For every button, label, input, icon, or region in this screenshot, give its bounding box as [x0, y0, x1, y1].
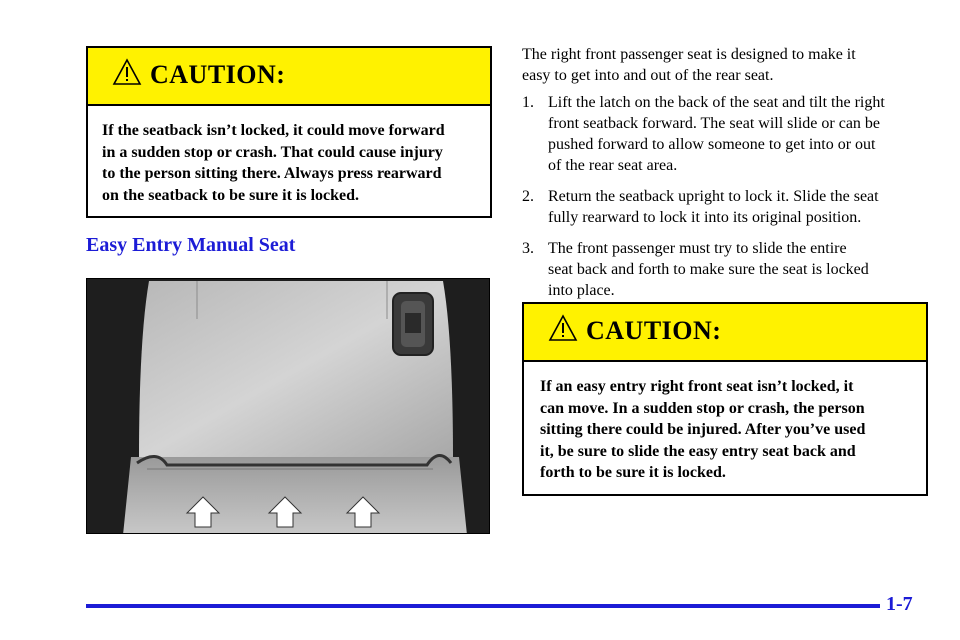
caution-text: If the seatback isn’t locked, it could move forward in a sudden stop or crash. That could cause injury to the person sitting there. Always press rearward on the seatback to be sure it is locked. — [102, 122, 445, 204]
caution-header — [524, 304, 926, 362]
caution-title: CAUTION: — [586, 316, 722, 345]
step-item: 1. Lift the latch on the back of the seat and tilt the right front seatback forward. The seat will slide or can be pushed forward to allow someone to get into or out of the rear seat area. — [522, 94, 885, 174]
page-number: 1-7 — [886, 593, 913, 615]
caution-box-easy-entry — [522, 302, 928, 496]
caution-box-seatback — [86, 46, 492, 218]
step-number: 2. — [522, 188, 534, 205]
seatback-illustration — [87, 279, 490, 534]
step-item: 2. Return the seatback upright to lock it. Slide the seat fully rearward to lock it into its original position. — [522, 188, 879, 226]
warning-triangle-icon — [112, 58, 142, 86]
caution-title: CAUTION: — [150, 60, 286, 89]
warning-triangle-icon — [548, 314, 578, 342]
caution-header — [88, 48, 490, 106]
step-number: 3. — [522, 240, 534, 257]
caution-text: If an easy entry right front seat isn’t locked, it can move. In a sudden stop or crash, the person sitting there could be injured. After you’ve used it, be sure to slide the easy entry seat back and forth to be sure it is locked. — [540, 378, 866, 481]
intro-paragraph: The right front passenger seat is designed to make it easy to get into and out of the rear seat. — [522, 46, 856, 84]
section-heading: Easy Entry Manual Seat — [86, 234, 296, 256]
instruction-steps — [522, 92, 932, 311]
seat-photo — [86, 278, 490, 534]
step-item: 3. The front passenger must try to slide the entire seat back and forth to make sure the seat is locked into place. — [522, 240, 869, 299]
footer-rule — [86, 604, 880, 608]
step-number: 1. — [522, 94, 534, 111]
